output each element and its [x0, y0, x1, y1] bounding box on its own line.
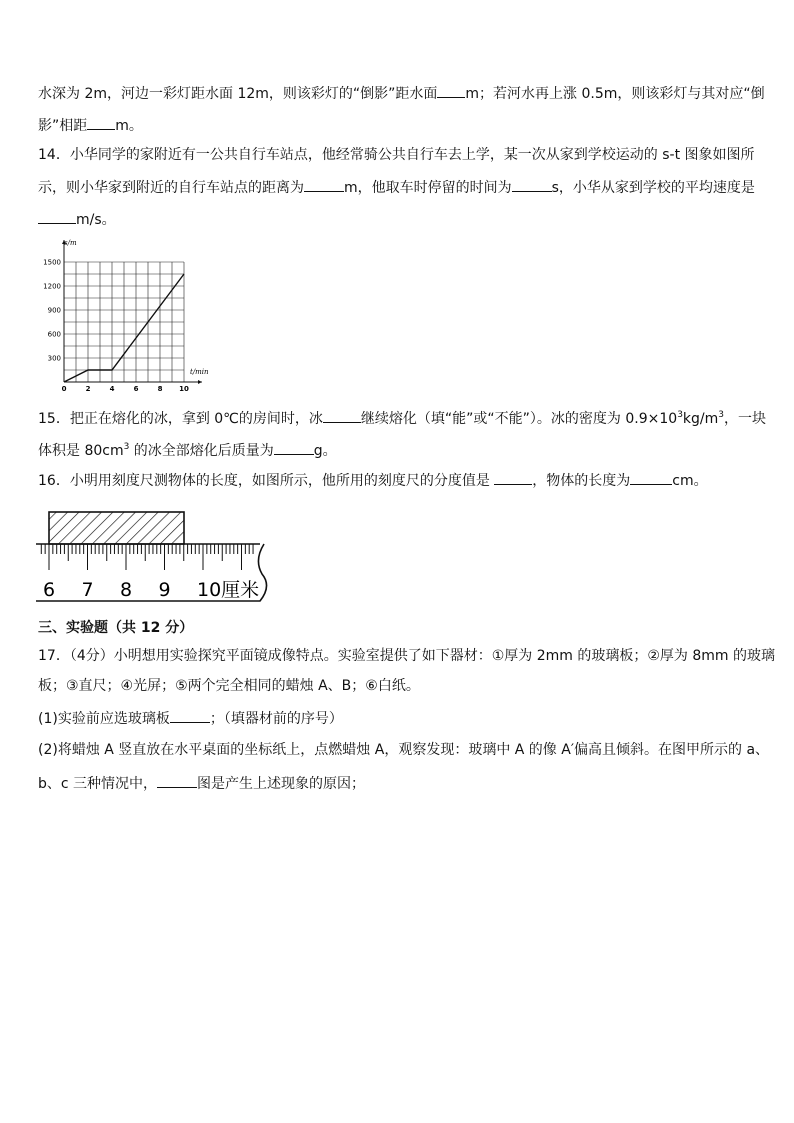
q17-2-text-b2: 图是产生上述现象的原因； — [197, 776, 366, 792]
q17-line-1 — [38, 647, 775, 665]
answer-blank[interactable] — [630, 470, 672, 485]
measured-object — [49, 512, 184, 544]
section-title — [38, 619, 193, 637]
q16-text-a3: cm。 — [672, 473, 708, 489]
answer-blank[interactable] — [170, 708, 210, 723]
ruler-label: 7 — [81, 579, 94, 601]
q15-sup-2: 3 — [718, 410, 725, 420]
q13-text-b: m；若河水再上涨 0.5m，则该彩灯与其对应“倒 — [465, 86, 765, 102]
y-tick-label: 300 — [47, 354, 61, 363]
x-tick-label: 0 — [61, 385, 67, 393]
x-tick-label: 2 — [85, 385, 91, 393]
q16-line-1 — [38, 470, 708, 490]
q17-line-2 — [38, 677, 420, 695]
q15-text-b1: 体积是 80cm — [38, 443, 124, 459]
q15-text-b3: g。 — [313, 443, 337, 459]
q16-text-a1: 16．小明用刻度尺测物体的长度，如图所示，他所用的刻度尺的分度值是 — [38, 473, 495, 489]
x-axis-label: t/min — [190, 368, 209, 376]
q13-text-c: 影”相距 — [38, 118, 88, 134]
y-tick-label: 1200 — [43, 282, 61, 291]
answer-blank[interactable] — [274, 440, 314, 455]
y-tick-label: 600 — [47, 330, 61, 339]
q13-text-d: m。 — [115, 118, 143, 134]
q15-text-a2: 继续熔化（填“能”或“不能”）。冰的密度为 0.9×10 — [360, 411, 678, 427]
ruler-label: 8 — [119, 579, 133, 601]
answer-blank[interactable] — [494, 470, 532, 485]
answer-blank[interactable] — [437, 83, 465, 98]
ruler-figure — [36, 498, 276, 610]
q14-line-2 — [38, 177, 755, 197]
q13-line-1 — [38, 83, 765, 103]
q14-line-3 — [38, 209, 116, 229]
ruler-label: 9 — [158, 579, 171, 601]
graph-ticks — [43, 259, 189, 394]
q15-text-a3: kg/m — [682, 411, 719, 427]
ruler-ticks — [41, 544, 253, 570]
y-axis-label: s/m — [64, 239, 77, 247]
q17-sub2-line-2 — [38, 773, 365, 793]
ruler-label: 10厘米 — [197, 579, 260, 601]
y-tick-label: 1500 — [43, 258, 61, 267]
section-3-heading: 三、实验题（共 12 分） — [38, 620, 194, 636]
graph-axes — [62, 240, 202, 384]
q17-2-text-a: (2)将蜡烛 A 竖直放在水平桌面的坐标纸上，点燃蜡烛 A，观察发现：玻璃中 A 的像 A′偏高且倾斜。在图甲所示的 a、 — [38, 742, 770, 758]
q17-text-b: 板；③直尺；④光屏；⑤两个完全相同的蜡烛 A、B；⑥白纸。 — [38, 678, 420, 694]
answer-blank[interactable] — [304, 177, 344, 192]
q15-line-1 — [38, 408, 766, 430]
x-tick-label: 10 — [179, 385, 189, 393]
q17-sub1 — [38, 708, 343, 728]
x-axis-arrow — [198, 380, 202, 384]
q17-1-text-a: (1)实验前应选玻璃板 — [38, 711, 170, 727]
x-tick-label: 8 — [157, 385, 163, 393]
answer-blank[interactable] — [512, 177, 552, 192]
q15-text-b2: 的冰全部熔化后质量为 — [129, 443, 274, 459]
q14-line-1 — [38, 146, 755, 164]
q14-text-b1: 示，则小华家到附近的自行车站点的距离为 — [38, 180, 304, 196]
answer-blank[interactable] — [38, 209, 76, 224]
q15-sup-3: 3 — [123, 442, 130, 452]
answer-blank[interactable] — [87, 115, 115, 130]
q15-text-a4: ，一块 — [724, 411, 767, 427]
q17-text-a: 17．（4分）小明想用实验探究平面镜成像特点。实验室提供了如下器材：①厚为 2mm 的玻璃板；②厚为 8mm 的玻璃 — [38, 648, 775, 664]
q14-text-c: m/s。 — [76, 212, 116, 228]
st-graph — [34, 236, 214, 394]
graph-grid — [64, 262, 184, 382]
q15-line-2 — [38, 440, 337, 462]
q14-text-b2: m，他取车时停留的时间为 — [344, 180, 512, 196]
q17-1-text-b: ；（填器材前的序号） — [209, 711, 343, 727]
q17-sub2-line-1 — [38, 741, 769, 759]
answer-blank[interactable] — [323, 408, 361, 423]
q17-2-text-b1: b、c 三种情况中， — [38, 776, 158, 792]
q13-line-2 — [38, 115, 143, 135]
q14-text-b3: s，小华从家到学校的平均速度是 — [551, 180, 755, 196]
q15-sup-1: 3 — [677, 410, 683, 420]
answer-blank[interactable] — [157, 773, 197, 788]
ruler-label: 6 — [42, 579, 56, 601]
q13-text-a: 水深为 2m，河边一彩灯距水面 12m，则该彩灯的“倒影”距水面 — [38, 86, 438, 102]
x-tick-label: 6 — [133, 385, 139, 393]
q15-text-a1: 15．把正在熔化的冰，拿到 0℃的房间时，冰 — [38, 411, 323, 427]
q14-text-a: 14．小华同学的家附近有一公共自行车站点，他经常骑公共自行车去上学，某一次从家到学校运动的 s-t 图象如图所 — [38, 147, 755, 163]
x-tick-label: 4 — [109, 385, 115, 393]
y-tick-label: 900 — [47, 306, 61, 315]
ruler-labels — [43, 579, 259, 601]
q16-text-a2: ，物体的长度为 — [532, 473, 631, 489]
